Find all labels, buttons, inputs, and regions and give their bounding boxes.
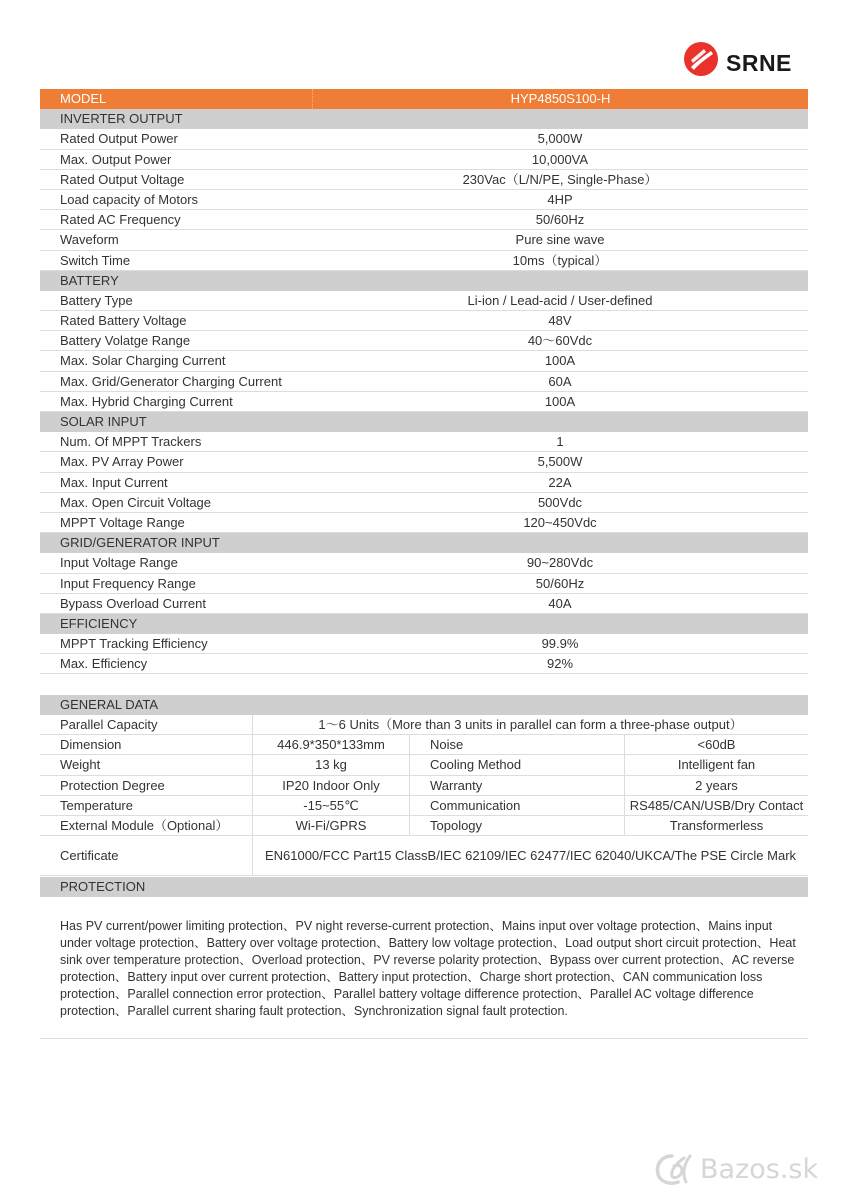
spec-value: 48V (548, 313, 572, 329)
spec-label: Battery Type (60, 292, 133, 308)
spec-label: Protection Degree (60, 777, 165, 793)
spec-value: 50/60Hz (535, 575, 585, 591)
spec-label: Battery Volatge Range (60, 333, 191, 349)
spec-label: Input Voltage Range (60, 555, 178, 571)
table-row (40, 392, 808, 412)
spec-label: Waveform (60, 232, 119, 248)
spec-value: 10ms（typical） (512, 252, 608, 268)
spec-label: Rated AC Frequency (60, 212, 181, 228)
spec-value: 40～60Vdc (527, 333, 593, 349)
spec-label: Max. PV Array Power (60, 454, 184, 470)
spec-label: Topology (409, 816, 624, 835)
brand-name: SRNE (726, 50, 792, 76)
spec-label: Max. Solar Charging Current (60, 353, 226, 369)
spec-value: Li-ion / Lead-acid / User-defined (467, 292, 653, 308)
spec-value: Transformerless (624, 816, 808, 835)
spec-value: 22A (548, 474, 572, 490)
spec-sections (40, 109, 808, 674)
section-title: SOLAR INPUT (60, 414, 147, 429)
spec-value: 1 (556, 434, 564, 450)
spec-value: 13 kg (252, 755, 409, 774)
spec-value: 446.9*350*133mm (252, 735, 409, 754)
spec-value: 92% (546, 656, 574, 672)
spec-label: Temperature (60, 797, 133, 813)
spec-label: Warranty (409, 776, 624, 795)
general-data-table (40, 695, 808, 876)
brand-logo (682, 40, 812, 80)
spec-label: Switch Time (60, 252, 131, 268)
bazos-swirl-icon (652, 1152, 696, 1188)
table-row (40, 836, 808, 876)
section-header (40, 109, 808, 129)
table-row (40, 594, 808, 614)
spec-value: 100A (544, 393, 576, 409)
spec-value: 2 years (624, 776, 808, 795)
spec-label: Max. Grid/Generator Charging Current (60, 373, 282, 389)
section-header (40, 412, 808, 432)
parallel-label: Parallel Capacity (60, 717, 158, 732)
table-row (40, 634, 808, 654)
section-title: INVERTER OUTPUT (60, 111, 183, 127)
spec-table (40, 89, 808, 674)
table-row (40, 493, 808, 513)
table-row (40, 513, 808, 533)
spec-label: Bypass Overload Current (60, 595, 206, 611)
table-row (40, 150, 808, 170)
spec-value: 120~450Vdc (523, 514, 597, 530)
spec-label: Rated Battery Voltage (60, 313, 187, 329)
spec-value: 40A (548, 595, 572, 611)
spec-value: IP20 Indoor Only (252, 776, 409, 795)
spec-label: Input Frequency Range (60, 575, 196, 591)
table-row (40, 574, 808, 594)
spec-label: MPPT Voltage Range (60, 514, 185, 530)
spec-label: Max. Hybrid Charging Current (60, 393, 233, 409)
table-row (40, 372, 808, 392)
spec-value: Intelligent fan (624, 755, 808, 774)
table-row (40, 170, 808, 190)
table-row (40, 432, 808, 452)
srne-logo-icon (682, 40, 720, 78)
table-row (40, 251, 808, 271)
table-row (40, 351, 808, 371)
general-pairs (40, 735, 808, 836)
table-row (40, 473, 808, 493)
spec-value: 60A (548, 373, 572, 389)
spec-label: Dimension (60, 737, 122, 753)
section-title: EFFICIENCY (60, 615, 138, 631)
section-title: GENERAL DATA (60, 697, 159, 712)
table-row (40, 331, 808, 351)
section-header (40, 271, 808, 291)
section-header-protection: PROTECTION (40, 877, 808, 897)
table-row (40, 210, 808, 230)
spec-label: Load capacity of Motors (60, 191, 199, 207)
parallel-value: 1～6 Units（More than 3 units in parallel can form a three-phase output） (252, 715, 808, 734)
table-row (40, 452, 808, 472)
spec-value: 100A (544, 353, 576, 369)
spec-label: Weight (60, 757, 101, 773)
spec-value: 500Vdc (537, 494, 583, 510)
table-row (40, 553, 808, 573)
protection-text: Has PV current/power limiting protection、PV night reverse-current protection、Mains input over voltage protection、Mains input under voltage protection、Battery over voltage protection、Battery low voltage protection、Load output short circuit protection、Heat sink over temperature protection、Overload protection、PV reverse polarity protection、Bypass over current protection、AC reverse protection、Battery input over current protection、Battery input protection、Charge short protection、CAN communication loss protection、Parallel connection error protection、Parallel battery voltage difference protection、Parallel AC voltage difference protection、Parallel current sharing fault protection、Synchronization signal fault protection. (60, 919, 796, 1018)
watermark-text: Bazos.sk (700, 1154, 819, 1185)
table-row (40, 776, 808, 796)
watermark (652, 1150, 842, 1190)
section-title: BATTERY (60, 272, 119, 288)
model-row (40, 89, 808, 109)
spec-label: Communication (409, 796, 624, 815)
section-header-general (40, 695, 808, 715)
spec-label: Max. Open Circuit Voltage (60, 494, 212, 510)
table-row (40, 735, 808, 755)
spec-label: External Module（Optional） (60, 817, 229, 833)
spec-label: MPPT Tracking Efficiency (60, 636, 208, 652)
spec-value: 5,500W (537, 454, 583, 470)
section-header (40, 614, 808, 634)
spec-value: 10,000VA (531, 151, 589, 167)
spec-label: Max. Output Power (60, 151, 172, 167)
spec-label: Noise (409, 735, 624, 754)
divider (40, 1038, 808, 1039)
spec-value: RS485/CAN/USB/Dry Contact (624, 796, 808, 815)
table-row (40, 755, 808, 775)
spec-label: Max. Input Current (60, 474, 168, 490)
table-row (40, 291, 808, 311)
spec-label: Cooling Method (409, 755, 624, 774)
spec-value: <60dB (624, 735, 808, 754)
spec-label: Num. Of MPPT Trackers (60, 434, 202, 450)
spec-value: 50/60Hz (535, 212, 585, 228)
spec-value: 4HP (547, 191, 573, 207)
model-label: MODEL (40, 89, 313, 109)
spec-value: 99.9% (541, 636, 579, 652)
table-row (40, 190, 808, 210)
section-header (40, 533, 808, 553)
table-row (40, 129, 808, 149)
spec-value: 5,000W (537, 131, 583, 147)
section-title: GRID/GENERATOR INPUT (60, 535, 220, 551)
table-row (40, 230, 808, 250)
spec-value: -15~55℃ (252, 796, 409, 815)
spec-label: Rated Output Voltage (60, 171, 185, 187)
table-row (40, 816, 808, 836)
certificate-label: Certificate (60, 848, 119, 864)
table-row (40, 796, 808, 816)
table-row (40, 715, 808, 735)
model-value: HYP4850S100-H (510, 91, 611, 106)
spec-label: Rated Output Power (60, 131, 178, 147)
spec-value: Wi-Fi/GPRS (252, 816, 409, 835)
spec-value: 230Vac（L/N/PE, Single-Phase） (462, 171, 658, 187)
spec-value: 90~280Vdc (526, 555, 594, 571)
spec-label: Max. Efficiency (60, 656, 148, 672)
spec-value: Pure sine wave (515, 232, 605, 248)
table-row (40, 654, 808, 674)
table-row (40, 311, 808, 331)
certificate-value: EN61000/FCC Part15 ClassB/IEC 62109/IEC 62477/IEC 62040/UKCA/The PSE Circle Mark (252, 836, 808, 875)
